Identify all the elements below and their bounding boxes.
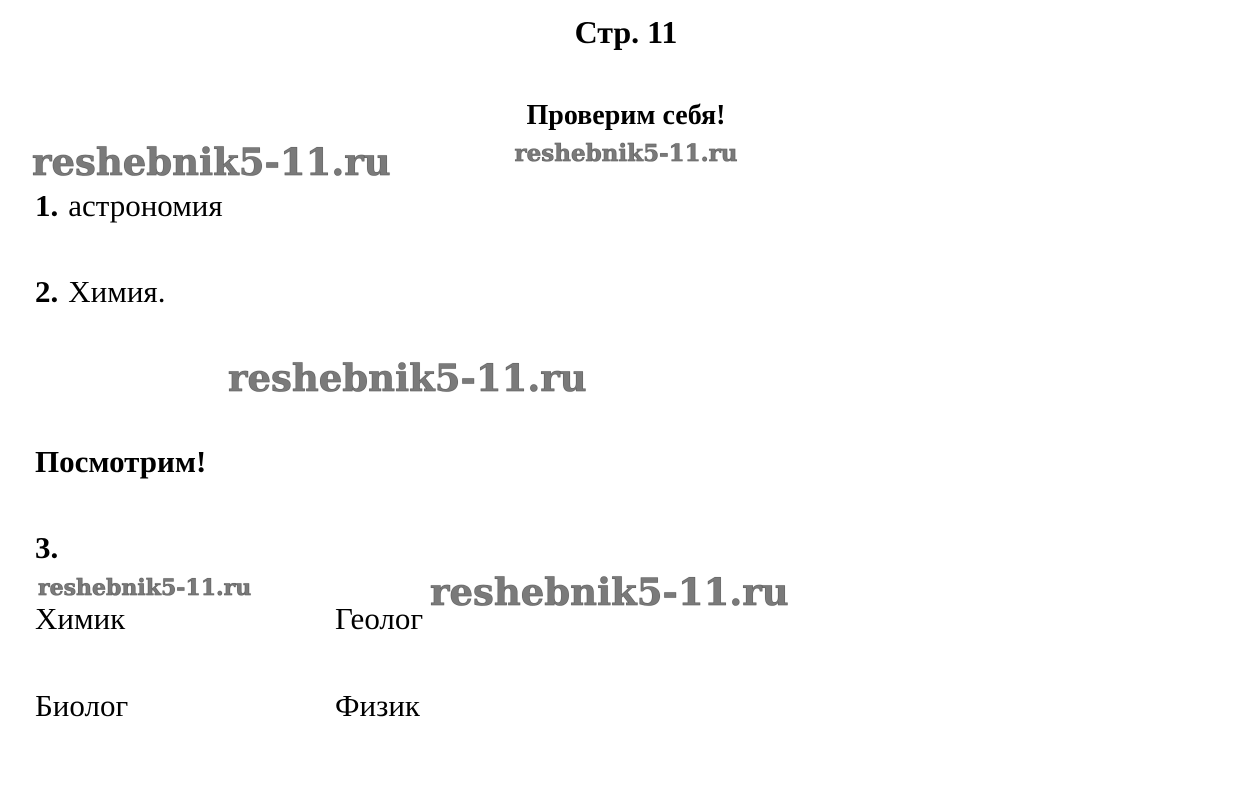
answer-3 — [35, 530, 68, 566]
watermark-middle: reshebnik5-11.ru — [228, 356, 587, 400]
answer-1 — [35, 188, 223, 224]
profession-physicist: Физик — [335, 688, 420, 723]
watermark-bottom-right: reshebnik5-11.ru — [430, 570, 789, 614]
profession-geologist: Геолог — [335, 601, 424, 636]
profession-chemist: Химик — [35, 601, 126, 636]
section-heading: Проверим себя! — [526, 100, 726, 131]
answer-2 — [35, 274, 165, 310]
answer-1-text: астрономия — [68, 188, 223, 223]
answer-2-number: 2. — [35, 274, 59, 309]
remark-text: Посмотрим! — [35, 444, 207, 479]
watermark-top: reshebnik5-11.ru — [514, 140, 738, 167]
answer-3-number: 3. — [35, 530, 59, 565]
page-title: Стр. 11 — [574, 14, 678, 50]
watermark-left: reshebnik5-11.ru — [32, 140, 391, 184]
answer-1-number: 1. — [35, 188, 59, 223]
watermark-bottom-left: reshebnik5-11.ru — [38, 575, 252, 601]
profession-biologist: Биолог — [35, 688, 129, 723]
answer-2-text: Химия. — [68, 274, 166, 309]
